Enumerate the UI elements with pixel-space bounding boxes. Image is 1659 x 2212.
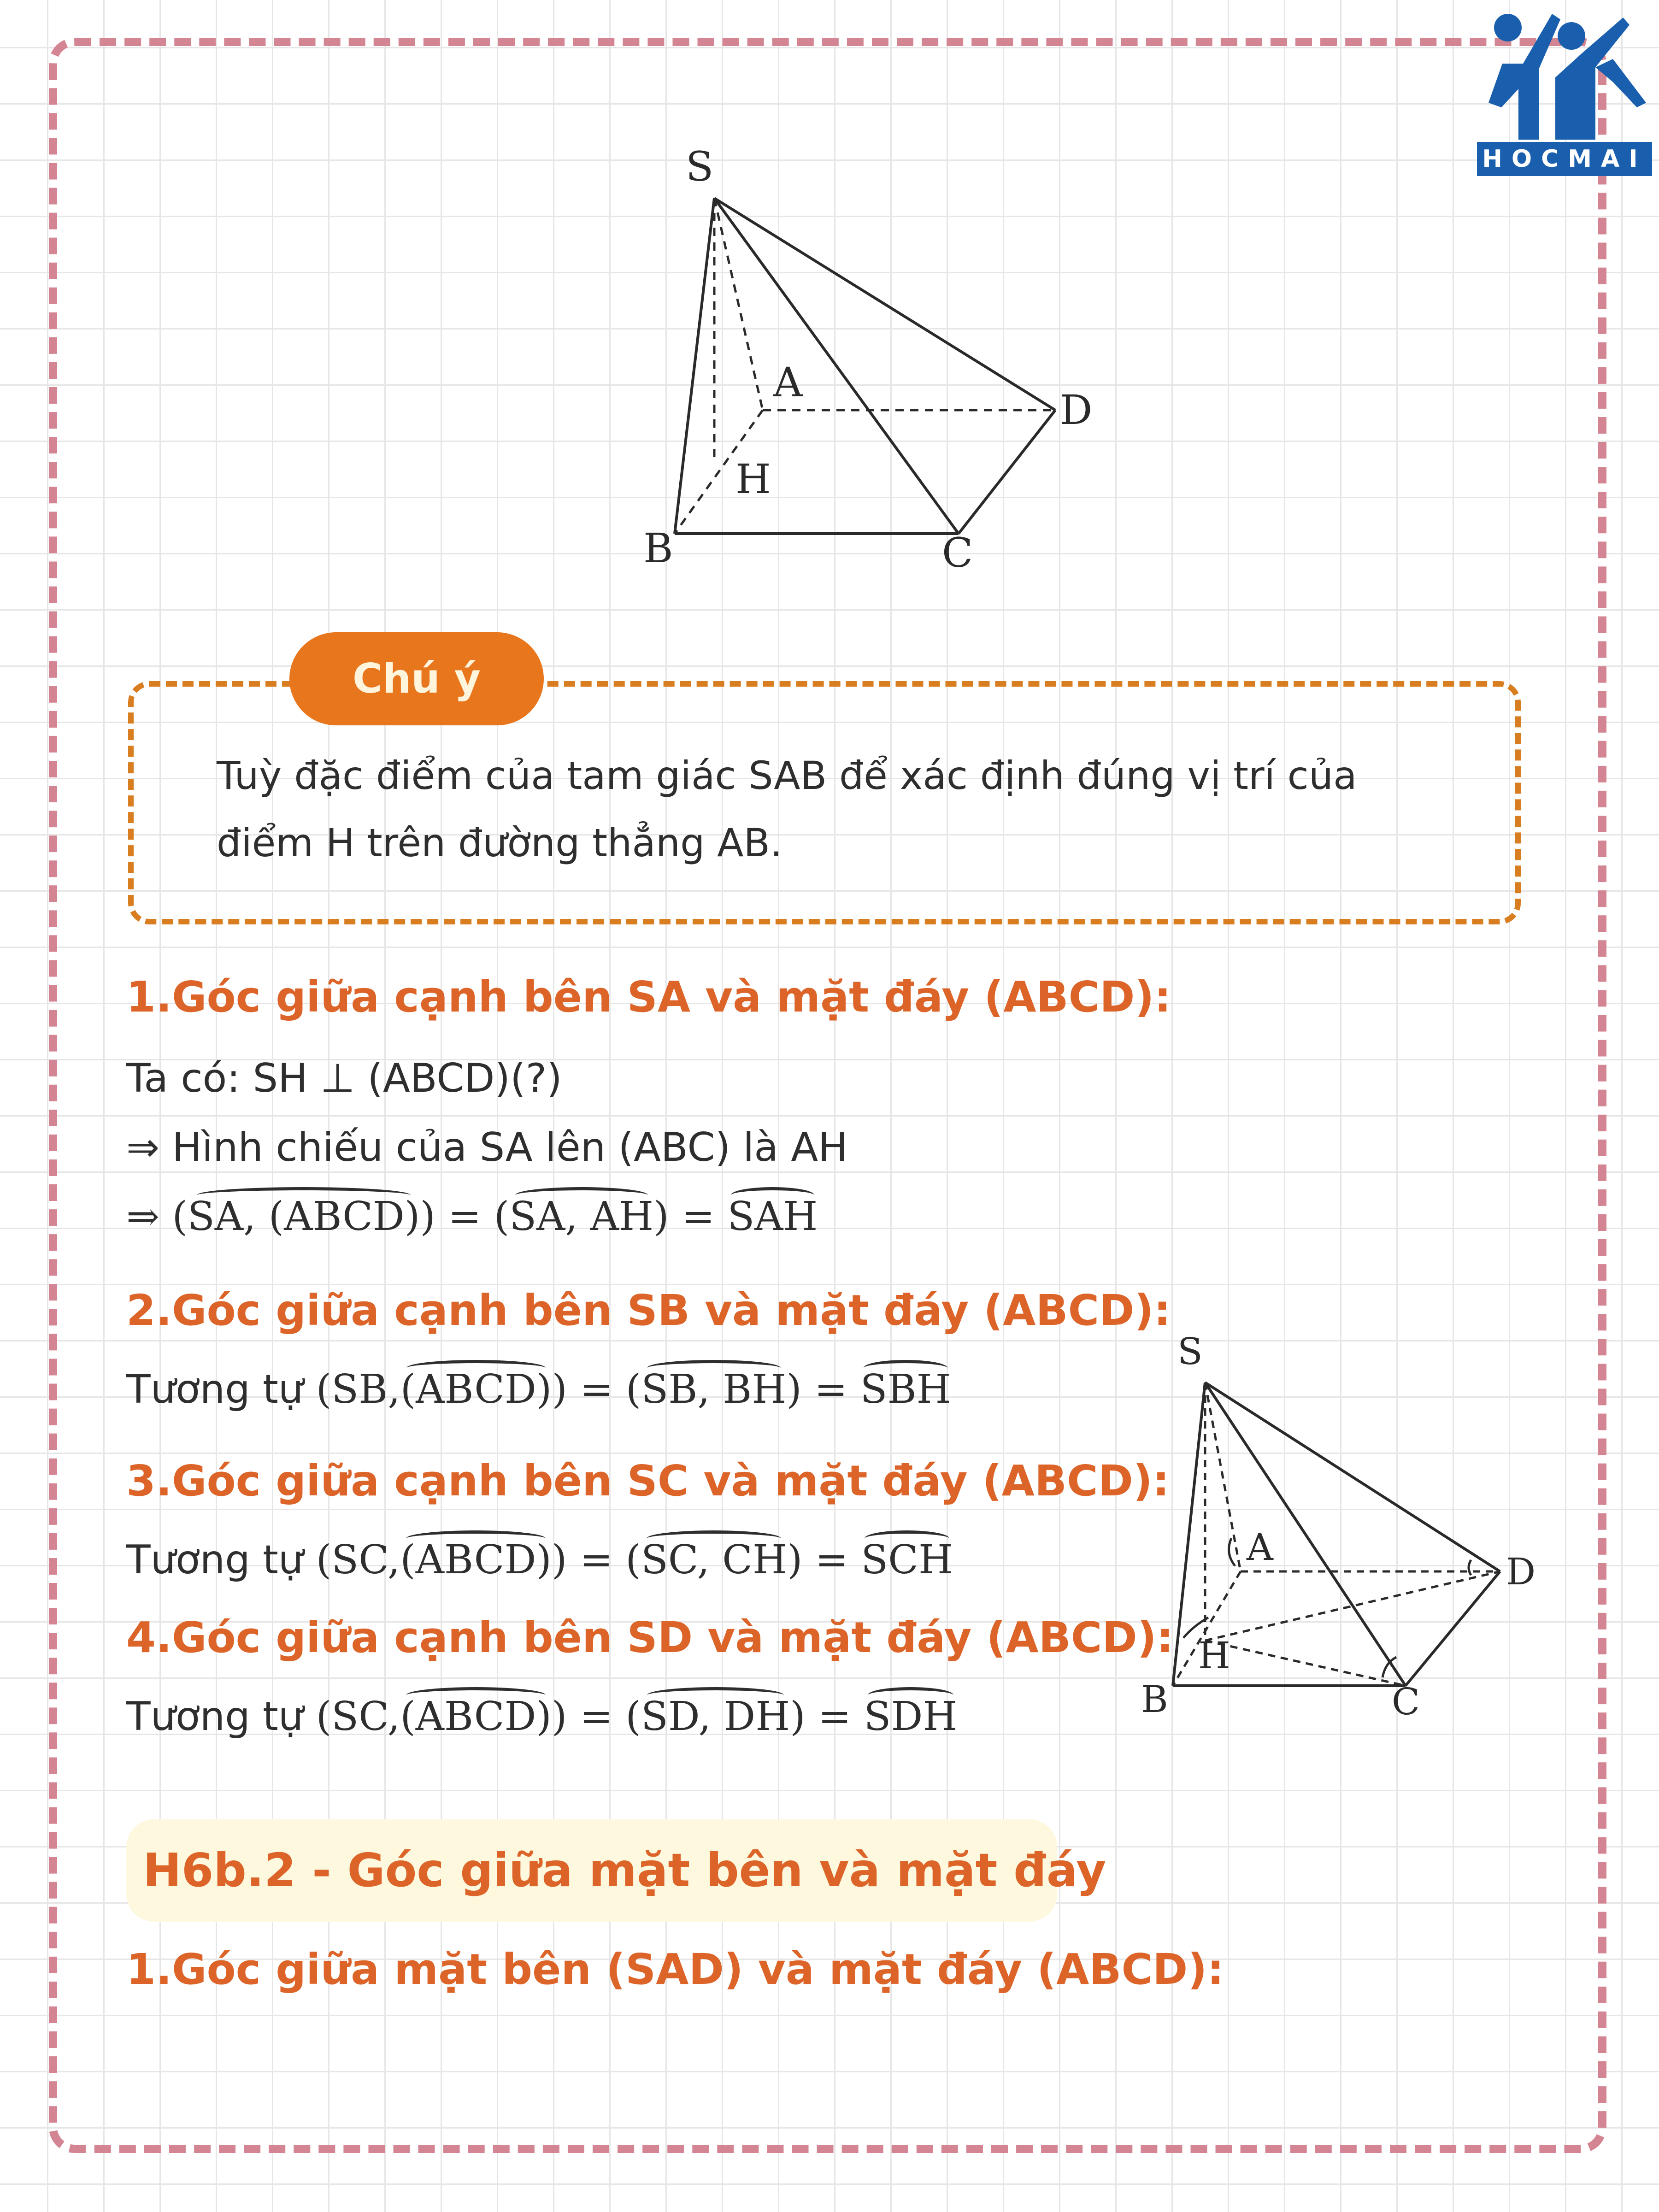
math-part: ) = — [790, 1694, 864, 1740]
edge-CD — [1406, 1571, 1500, 1686]
label-C: C — [1392, 1680, 1420, 1723]
angle-mark-A — [1229, 1538, 1235, 1566]
math-part: (SC, — [316, 1537, 400, 1583]
label-A: A — [1247, 1526, 1273, 1569]
label-D: D — [1060, 386, 1093, 434]
math-angle: (ABCD) — [400, 1537, 552, 1583]
logo-wordmark: HOCMAI — [1477, 142, 1652, 176]
prefix-text: Tương tự — [126, 1366, 304, 1412]
edge-SD — [714, 198, 1055, 410]
label-S: S — [1177, 1330, 1203, 1373]
section2-line — [126, 1366, 951, 1412]
angle-mark-D — [1469, 1560, 1471, 1575]
label-B: B — [1141, 1678, 1168, 1721]
section4-line — [126, 1694, 957, 1740]
section1-line3 — [126, 1194, 818, 1240]
math-expression — [316, 1366, 951, 1412]
note-text-line2: điểm H trên đường thẳng AB. — [217, 820, 782, 865]
math-expression — [316, 1537, 953, 1583]
math-part: ) = ( — [551, 1537, 641, 1583]
math-angle: SA, (ABCD) — [187, 1194, 420, 1240]
math-angle: SB, BH — [641, 1366, 787, 1412]
implies-symbol: ⇒ — [126, 1124, 160, 1171]
heading-section1: 1.Góc giữa cạnh bên SA và mặt đáy (ABCD): — [126, 972, 1171, 1022]
math-angle: SDH — [864, 1694, 958, 1740]
note-tag: Chú ý — [289, 632, 544, 725]
math-part: ) = — [787, 1537, 861, 1583]
math-part: ) = ( — [420, 1194, 510, 1240]
math-part: (SC, — [316, 1694, 400, 1740]
prefix-text: Tương tự — [126, 1537, 304, 1583]
note-text-line1: Tuỳ đặc điểm của tam giác SAB để xác định đúng vị trí của — [217, 753, 1357, 798]
implies-symbol: ⇒ — [126, 1194, 160, 1240]
label-A: A — [773, 359, 803, 406]
math-angle: SBH — [860, 1366, 951, 1412]
math-part: ) = — [653, 1194, 728, 1240]
math-part: ) = ( — [551, 1694, 641, 1740]
math-angle: (ABCD) — [400, 1694, 552, 1740]
section-title-h6b2: H6b.2 - Góc giữa mặt bên và mặt đáy — [143, 1843, 1106, 1897]
label-D: D — [1506, 1550, 1536, 1593]
heading-section3: 3.Góc giữa cạnh bên SC và mặt đáy (ABCD): — [126, 1456, 1170, 1506]
pyramid-figure-angles — [1124, 1323, 1576, 1737]
pyramid-figure-top — [599, 138, 1129, 590]
heading-subsection1: 1.Góc giữa mặt bên (SAD) và mặt đáy (ABCD): — [126, 1945, 1224, 1994]
label-B: B — [643, 524, 673, 572]
math-angle: SCH — [861, 1537, 953, 1583]
math-angle: (ABCD) — [400, 1366, 552, 1412]
prefix-text: Tương tự — [126, 1694, 304, 1740]
math-part: ( — [172, 1194, 188, 1240]
label-C: C — [942, 529, 973, 577]
edge-HC — [1205, 1641, 1406, 1686]
math-angle: SA, AH — [509, 1194, 654, 1240]
math-part: ) = ( — [552, 1366, 641, 1412]
section3-line — [126, 1537, 953, 1583]
label-H: H — [1198, 1634, 1230, 1677]
section1-line2-text: Hình chiếu của SA lên (ABC) là AH — [172, 1124, 848, 1171]
edge-CD — [959, 410, 1055, 534]
section1-line2 — [126, 1124, 848, 1171]
math-part: (SB, — [316, 1366, 400, 1412]
math-expression — [316, 1694, 958, 1740]
edge-SC — [1205, 1382, 1406, 1686]
edge-SB — [675, 198, 714, 534]
math-angle: SC, CH — [641, 1537, 787, 1583]
math-angle: SD, DH — [641, 1694, 790, 1740]
note-text — [217, 742, 1498, 877]
label-H: H — [735, 455, 771, 503]
label-S: S — [686, 143, 714, 190]
math-angle: SAH — [727, 1194, 818, 1240]
section1-line1: Ta có: SH ⊥ (ABCD)(?) — [126, 1055, 562, 1101]
heading-section2: 2.Góc giữa cạnh bên SB và mặt đáy (ABCD): — [126, 1286, 1171, 1335]
heading-section4: 4.Góc giữa cạnh bên SD và mặt đáy (ABCD): — [126, 1613, 1174, 1662]
math-part: ) = — [786, 1366, 860, 1412]
